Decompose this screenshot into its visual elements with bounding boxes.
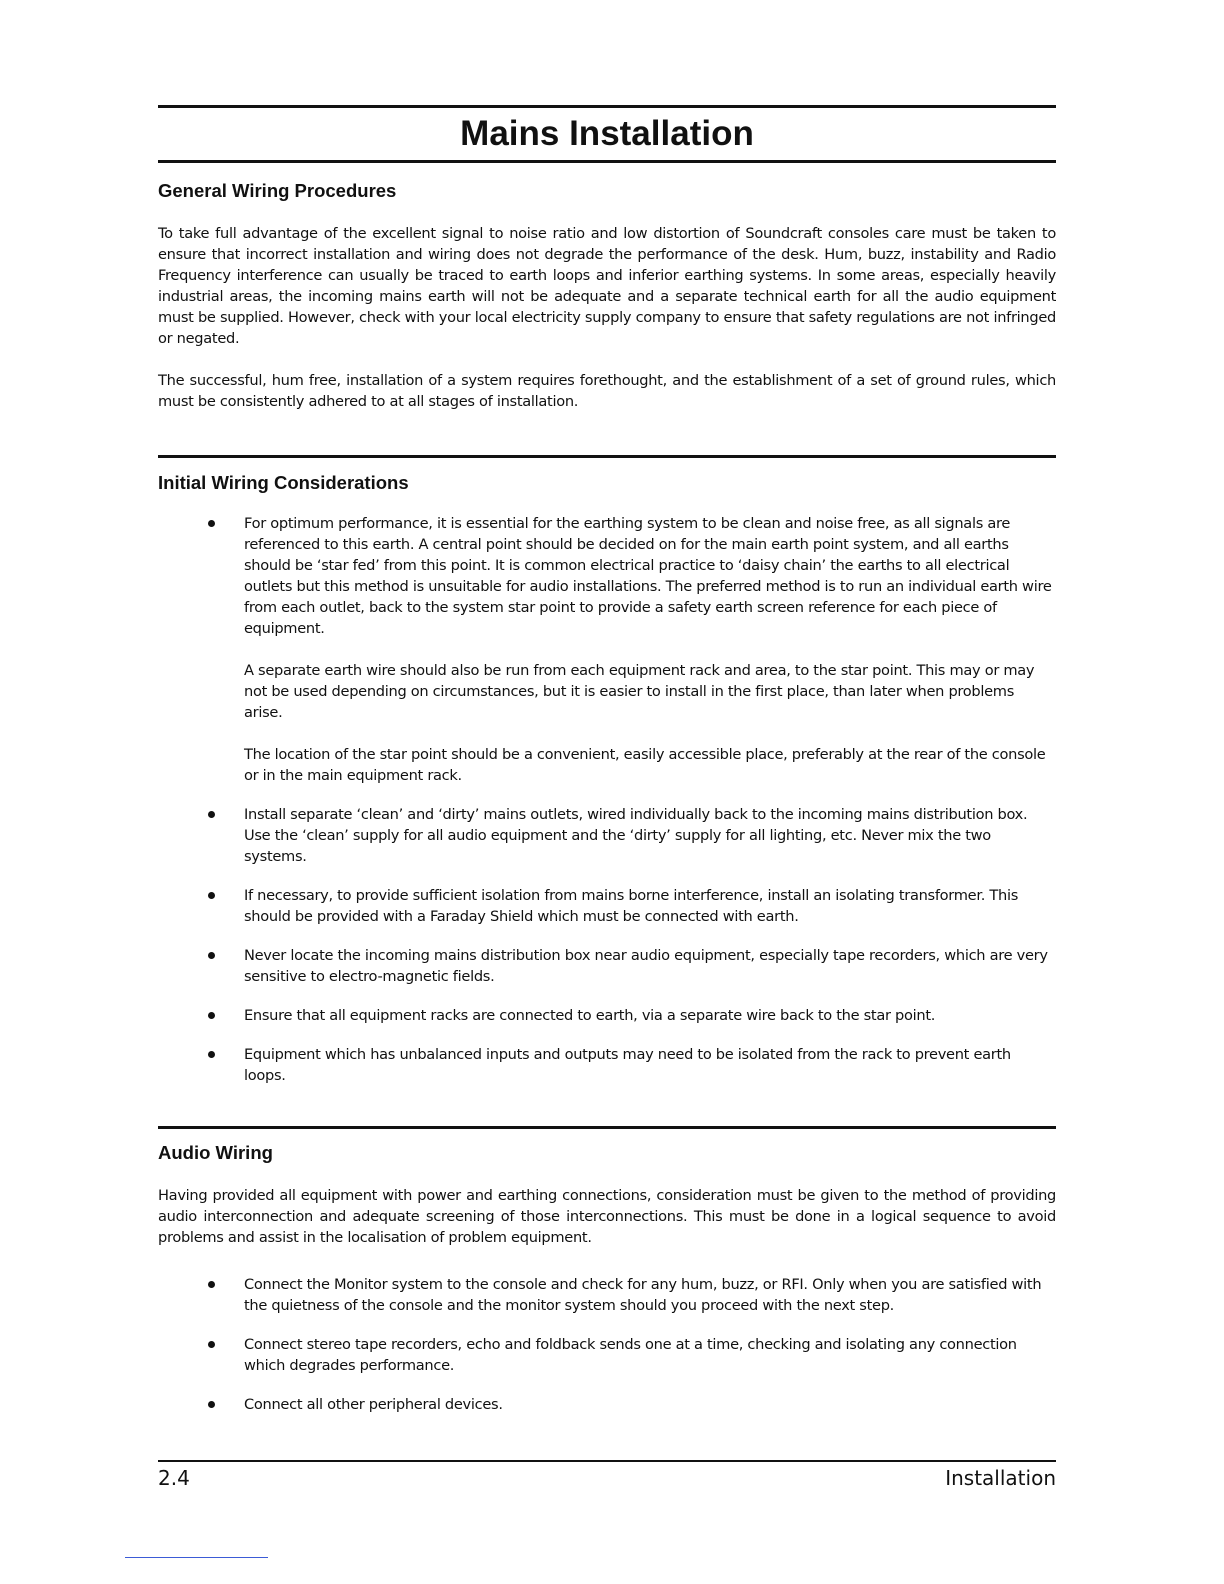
link-underline xyxy=(125,1557,268,1558)
paragraph: The successful, hum free, installation of a system requires forethought, and the establishment of a set of ground rules, which must be consistently adhered to at all stages of installation. xyxy=(158,372,1056,410)
list-item xyxy=(158,1334,1056,1376)
bullet-list xyxy=(158,1274,1056,1415)
list-item xyxy=(158,1394,1056,1415)
list-item xyxy=(158,804,1056,867)
bullet-text: Never locate the incoming mains distribution box near audio equipment, especially tape recorders, which are very sensitive to electro-magnetic fields. xyxy=(244,947,1048,985)
title-rule-bottom xyxy=(158,160,1056,163)
section-heading: Audio Wiring xyxy=(158,1142,273,1163)
list-item xyxy=(158,513,1056,786)
section-general-wiring xyxy=(158,179,1056,412)
list-item xyxy=(158,1044,1056,1086)
bullet-icon xyxy=(208,952,215,959)
list-item xyxy=(158,1274,1056,1316)
document-page xyxy=(158,105,1056,1415)
section-rule xyxy=(158,1126,1056,1129)
bullet-icon xyxy=(208,1281,215,1288)
section-heading: General Wiring Procedures xyxy=(158,180,397,201)
bullet-text: Connect all other peripheral devices. xyxy=(244,1396,503,1413)
list-item xyxy=(158,885,1056,927)
bullet-icon xyxy=(208,1051,215,1058)
bullet-text: For optimum performance, it is essential for the earthing system to be clean and noise free, as all signals are referenced to this earth. A central point should be decided on for the main earth point system, and all earths should be ‘star fed’ from this point. It is common electrical practice to ‘daisy chain’ the earths to all electrical outlets but this method is unsuitable for audio installations. The preferred method is to run an individual earth wire from each outlet, back to the system star point to provide a safety earth screen reference for each piece of equipment. xyxy=(244,515,1052,637)
bullet-icon xyxy=(208,811,215,818)
paragraph: Having provided all equipment with power and earthing connections, consideration must be given to the method of providing audio interconnection and adequate screening of those interconnections. This must be done in a logical sequence to avoid problems and assist in the localisation of problem equipment. xyxy=(158,1187,1056,1246)
section-heading: Initial Wiring Considerations xyxy=(158,472,409,493)
bullet-list xyxy=(158,513,1056,1086)
bullet-icon xyxy=(208,1401,215,1408)
bullet-text: Connect stereo tape recorders, echo and foldback sends one at a time, checking and isolating any connection which degrades performance. xyxy=(244,1336,1017,1374)
section-audio-wiring xyxy=(158,1141,1056,1415)
bullet-icon xyxy=(208,892,215,899)
section-rule xyxy=(158,455,1056,458)
bullet-icon xyxy=(208,1012,215,1019)
bullet-text: If necessary, to provide sufficient isolation from mains borne interference, install an isolating transformer. This should be provided with a Faraday Shield which must be connected with earth. xyxy=(244,887,1018,925)
bullet-text: Install separate ‘clean’ and ‘dirty’ mains outlets, wired individually back to the incoming mains distribution box. Use the ‘clean’ supply for all audio equipment and the ‘dirty’ supply for all lighting, etc. Never mix the two systems. xyxy=(244,806,1028,865)
page-footer xyxy=(158,1460,1056,1496)
section-initial-wiring xyxy=(158,471,1056,1086)
bullet-icon xyxy=(208,1341,215,1348)
list-item xyxy=(158,1005,1056,1026)
bullet-text: Equipment which has unbalanced inputs and outputs may need to be isolated from the rack to prevent earth loops. xyxy=(244,1046,1011,1084)
bullet-text: Connect the Monitor system to the console and check for any hum, buzz, or RFI. Only when you are satisfied with the quietness of the console and the monitor system should you proceed with the next step. xyxy=(244,1276,1042,1314)
list-item xyxy=(158,945,1056,987)
bullet-text: Ensure that all equipment racks are connected to earth, via a separate wire back to the star point. xyxy=(244,1007,936,1024)
bullet-icon xyxy=(208,520,215,527)
bullet-text: A separate earth wire should also be run from each equipment rack and area, to the star point. This may or may not be used depending on circumstances, but it is easier to install in the first place, than later when problems arise. xyxy=(244,662,1035,721)
page-number: 2.4 xyxy=(158,1466,190,1490)
paragraph: To take full advantage of the excellent signal to noise ratio and low distortion of Soundcraft consoles care must be taken to ensure that incorrect installation and wiring does not degrade the performance of the desk. Hum, buzz, instability and Radio Frequency interference can usually be traced to earth loops and inferior earthing systems. In some areas, especially heavily industrial areas, the incoming mains earth will not be adequate and a separate technical earth for all the audio equipment must be supplied. However, check with your local electricity supply company to ensure that safety regulations are not infringed or negated. xyxy=(158,225,1056,347)
footer-section-name: Installation xyxy=(945,1466,1056,1490)
bullet-text: The location of the star point should be a convenient, easily accessible place, preferably at the rear of the console or in the main equipment rack. xyxy=(244,746,1046,784)
page-title: Mains Installation xyxy=(460,114,754,153)
